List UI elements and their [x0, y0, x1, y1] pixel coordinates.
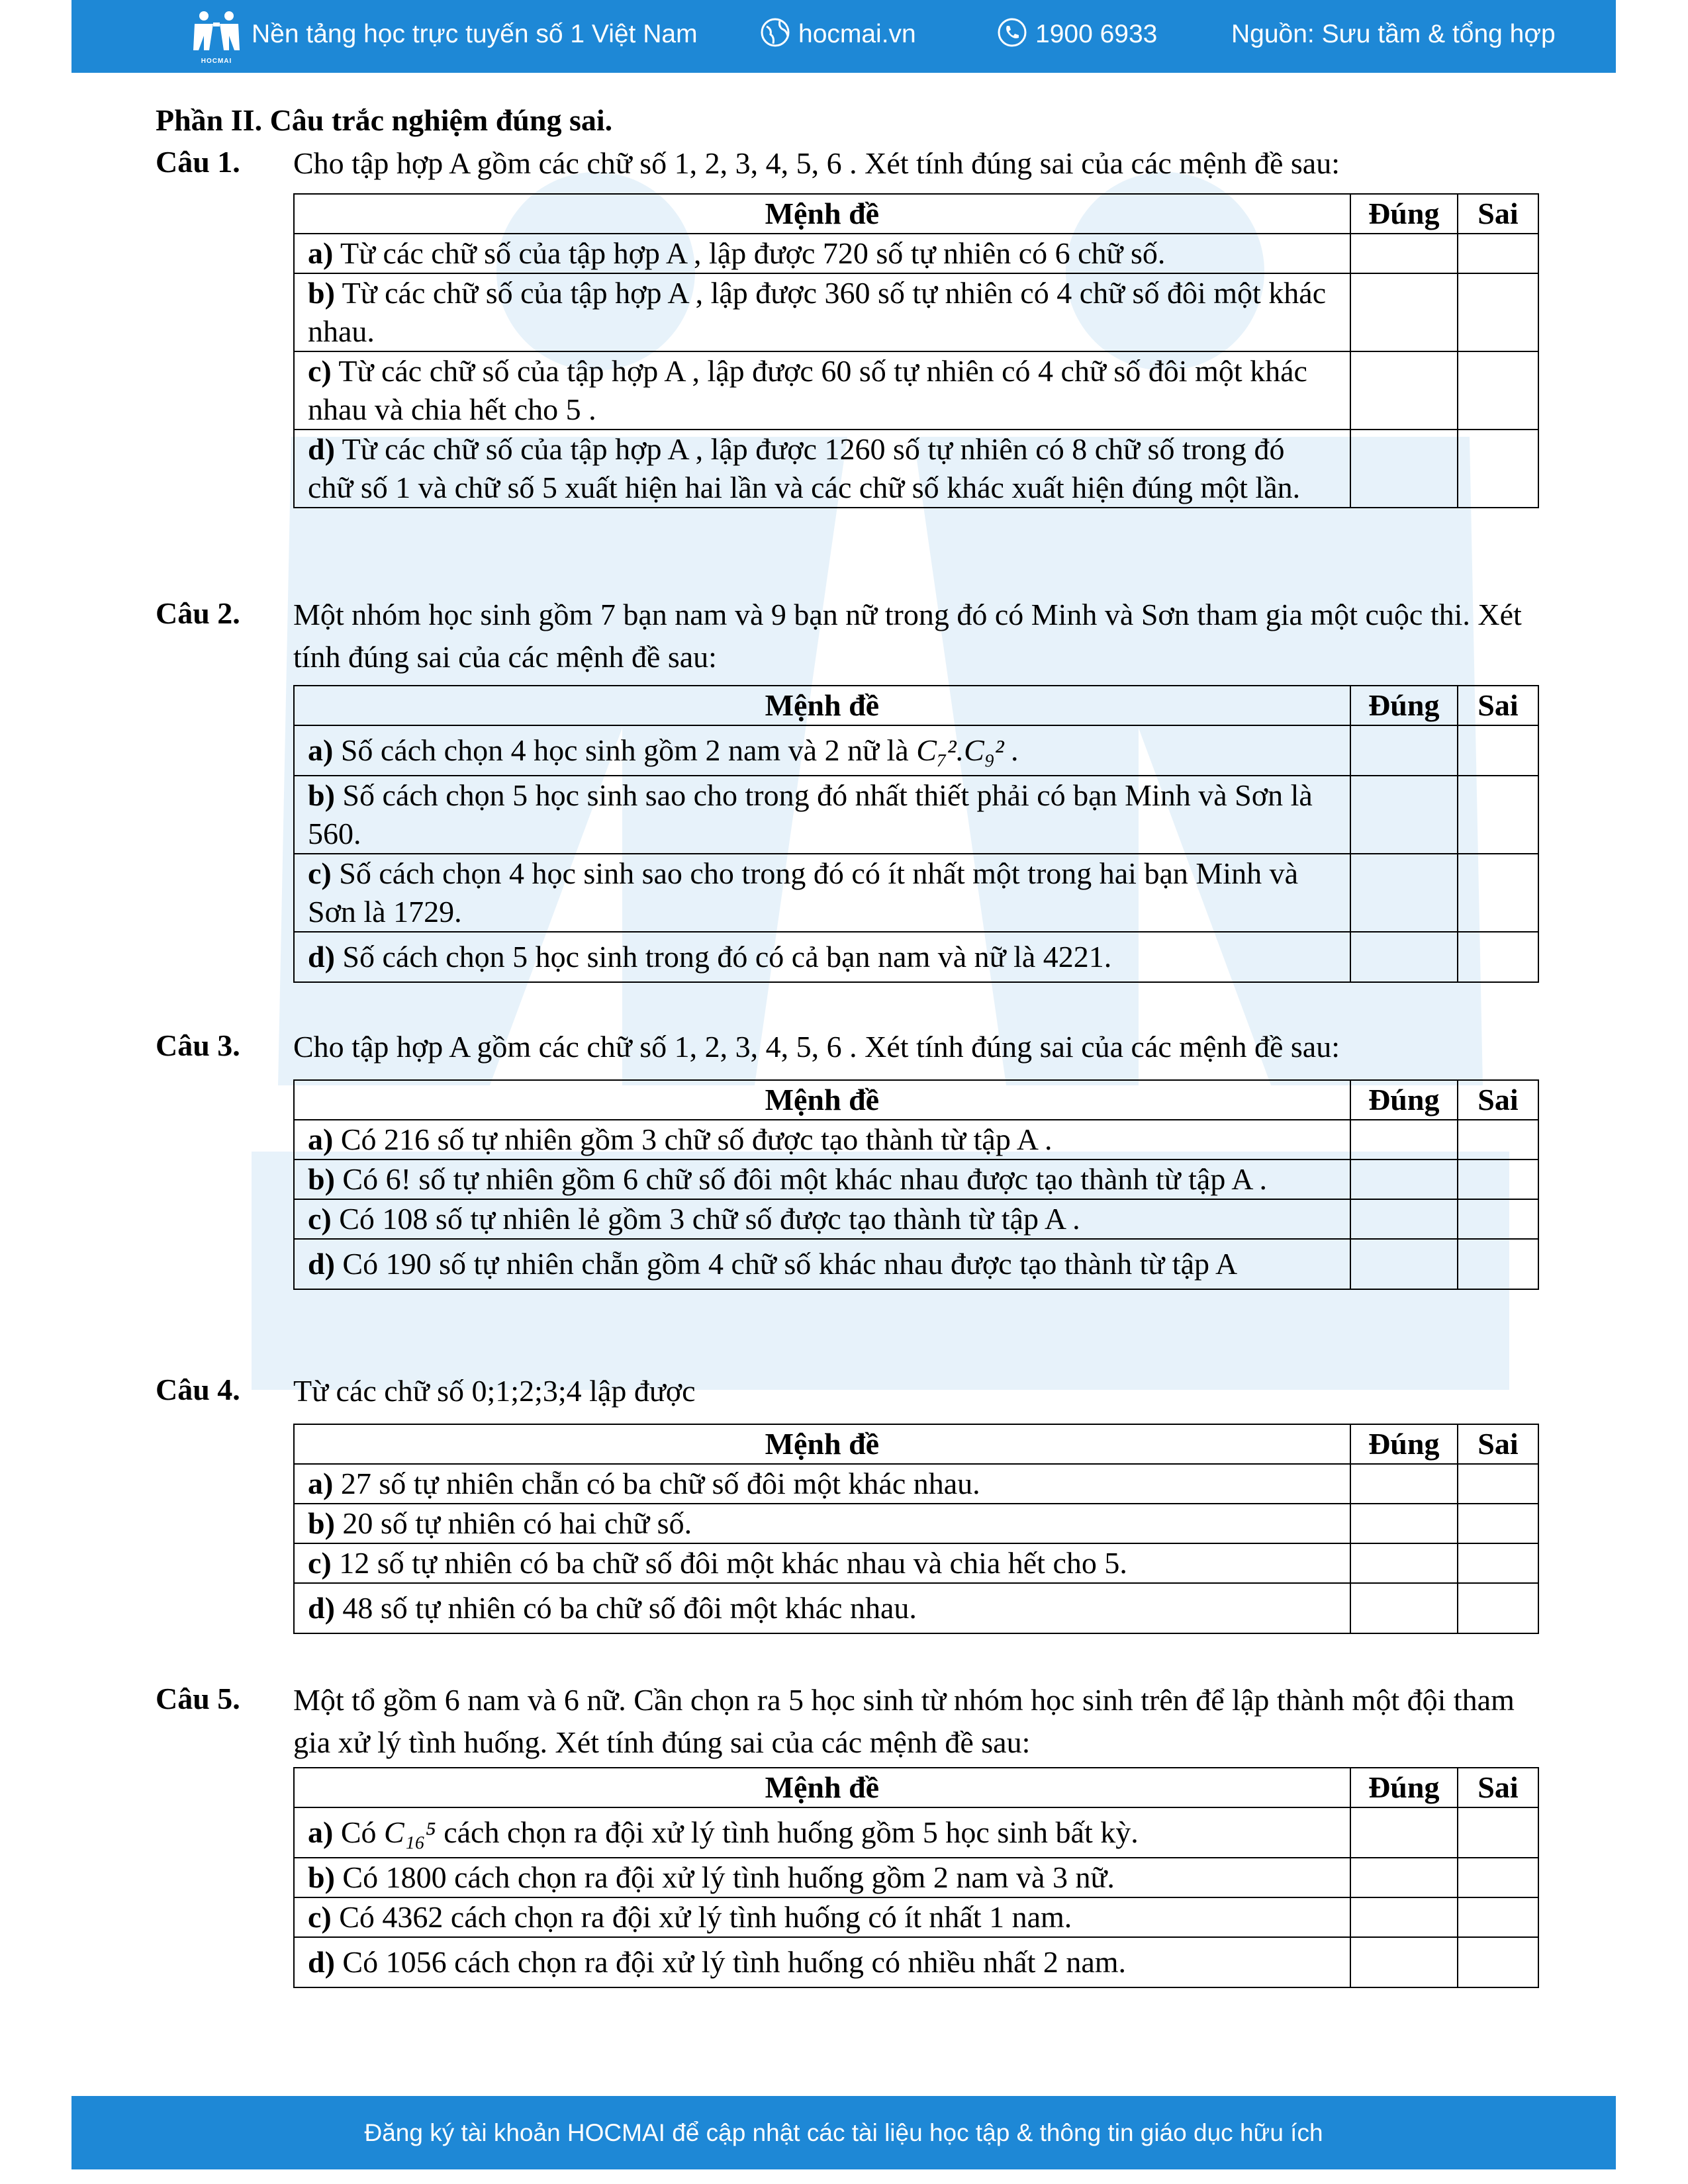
- question-2-table: [293, 685, 1539, 983]
- false-cell[interactable]: [1458, 1543, 1538, 1583]
- header-phone[interactable]: 1900 6933: [1035, 20, 1158, 48]
- item-text-after: cách chọn ra đội xử lý tình huống gồm 5 học sinh bất kỳ.: [444, 1815, 1139, 1849]
- true-cell[interactable]: [1350, 776, 1458, 854]
- item-letter: b): [308, 1162, 335, 1196]
- question-1-table: [293, 193, 1539, 508]
- false-cell[interactable]: [1458, 1858, 1538, 1897]
- section-title: Phần II. Câu trắc nghiệm đúng sai.: [156, 103, 613, 137]
- item-text: 27 số tự nhiên chẵn có ba chữ số đôi một khác nhau.: [340, 1467, 980, 1500]
- true-cell[interactable]: [1350, 854, 1458, 932]
- col-false-header: Sai: [1458, 1424, 1538, 1464]
- false-cell[interactable]: [1458, 932, 1538, 982]
- item-text: Số cách chọn 4 học sinh sao cho trong đó có ít nhất một trong hai bạn Minh và Sơn là 1729.: [308, 856, 1298, 929]
- table-header-row: [294, 1080, 1538, 1120]
- combination-formula: C₇².C₉² .: [916, 733, 1019, 767]
- item-text: Từ các chữ số của tập hợp A , lập được 360 số tự nhiên có 4 chữ số đôi một khác nhau.: [308, 276, 1327, 348]
- footer-bar[interactable]: [71, 2096, 1616, 2169]
- item-letter: d): [308, 1945, 335, 1979]
- table-row: [294, 1937, 1538, 1987]
- table-row: [294, 776, 1538, 854]
- item-letter: d): [308, 432, 335, 466]
- col-true-header: Đúng: [1350, 1768, 1458, 1807]
- question-5-text: Một tổ gồm 6 nam và 6 nữ. Cần chọn ra 5 học sinh từ nhóm học sinh trên để lập thành một đội tham gia xử lý tình huống. Xét tính đúng sai của các mệnh đề sau:: [293, 1683, 1515, 1759]
- table-row: [294, 1504, 1538, 1543]
- true-cell[interactable]: [1350, 1583, 1458, 1633]
- col-statement-header: Mệnh đề: [294, 1424, 1350, 1464]
- item-letter: a): [308, 1467, 334, 1500]
- item-letter: c): [308, 1546, 332, 1580]
- question-3-label: Câu 3.: [156, 1028, 240, 1062]
- item-letter: a): [308, 1815, 334, 1849]
- header-website[interactable]: hocmai.vn: [798, 20, 916, 48]
- item-letter: a): [308, 1122, 334, 1156]
- combination-formula: C₁₆⁵: [384, 1815, 436, 1849]
- item-letter: d): [308, 1591, 335, 1625]
- question-1-label: Câu 1.: [156, 145, 240, 179]
- item-text: Có 108 số tự nhiên lẻ gồm 3 chữ số được tạo thành từ tập A .: [339, 1202, 1080, 1236]
- header-source: Nguồn: Sưu tầm & tổng hợp: [1231, 20, 1556, 48]
- item-letter: b): [308, 778, 335, 812]
- table-header-row: [294, 1768, 1538, 1807]
- table-header-row: [294, 686, 1538, 725]
- col-false-header: Sai: [1458, 1080, 1538, 1120]
- item-letter: c): [308, 856, 332, 890]
- true-cell[interactable]: [1350, 1199, 1458, 1239]
- item-letter: c): [308, 354, 332, 388]
- col-statement-header: Mệnh đề: [294, 686, 1350, 725]
- true-cell[interactable]: [1350, 430, 1458, 508]
- item-text: Có 1056 cách chọn ra đội xử lý tình huống có nhiều nhất 2 nam.: [342, 1945, 1127, 1979]
- item-text: Có 1800 cách chọn ra đội xử lý tình huống gồm 2 nam và 3 nữ.: [342, 1860, 1115, 1894]
- item-text: Số cách chọn 5 học sinh trong đó có cả bạn nam và nữ là 4221.: [342, 940, 1112, 974]
- true-cell[interactable]: [1350, 351, 1458, 430]
- table-row: [294, 430, 1538, 508]
- table-header-row: [294, 194, 1538, 234]
- true-cell[interactable]: [1350, 1160, 1458, 1199]
- col-false-header: Sai: [1458, 1768, 1538, 1807]
- false-cell[interactable]: [1458, 1937, 1538, 1987]
- item-text: Có 6! số tự nhiên gồm 6 chữ số đôi một khác nhau được tạo thành từ tập A .: [342, 1162, 1267, 1196]
- table-row: [294, 725, 1538, 776]
- true-cell[interactable]: [1350, 1937, 1458, 1987]
- false-cell[interactable]: [1458, 273, 1538, 351]
- table-row: [294, 854, 1538, 932]
- item-text: Số cách chọn 4 học sinh gồm 2 nam và 2 nữ là: [340, 733, 909, 767]
- true-cell[interactable]: [1350, 1807, 1458, 1858]
- item-letter: a): [308, 733, 334, 767]
- table-row: [294, 1543, 1538, 1583]
- false-cell[interactable]: [1458, 1504, 1538, 1543]
- table-row: [294, 1858, 1538, 1897]
- col-statement-header: Mệnh đề: [294, 194, 1350, 234]
- item-text: Số cách chọn 5 học sinh sao cho trong đó nhất thiết phải có bạn Minh và Sơn là 560.: [308, 778, 1313, 850]
- false-cell[interactable]: [1458, 725, 1538, 776]
- table-row: [294, 1199, 1538, 1239]
- item-letter: b): [308, 1860, 335, 1894]
- true-cell[interactable]: [1350, 1239, 1458, 1289]
- false-cell[interactable]: [1458, 1199, 1538, 1239]
- question-3-table: [293, 1079, 1539, 1290]
- false-cell[interactable]: [1458, 1464, 1538, 1504]
- question-1-text: Cho tập hợp A gồm các chữ số 1, 2, 3, 4, 5, 6 . Xét tính đúng sai của các mệnh đề sau:: [293, 146, 1340, 180]
- true-cell[interactable]: [1350, 273, 1458, 351]
- question-4-table: [293, 1424, 1539, 1634]
- item-letter: b): [308, 276, 335, 310]
- false-cell[interactable]: [1458, 1160, 1538, 1199]
- true-cell[interactable]: [1350, 1504, 1458, 1543]
- col-false-header: Sai: [1458, 686, 1538, 725]
- table-row: [294, 1120, 1538, 1160]
- item-text: Có 216 số tự nhiên gồm 3 chữ số được tạo thành từ tập A .: [340, 1122, 1053, 1156]
- table-row: [294, 1807, 1538, 1858]
- false-cell[interactable]: [1458, 1897, 1538, 1937]
- false-cell[interactable]: [1458, 1807, 1538, 1858]
- question-3-text: Cho tập hợp A gồm các chữ số 1, 2, 3, 4, 5, 6 . Xét tính đúng sai của các mệnh đề sau:: [293, 1030, 1340, 1064]
- item-letter: c): [308, 1202, 332, 1236]
- table-row: [294, 1160, 1538, 1199]
- item-text: 12 số tự nhiên có ba chữ số đôi một khác nhau và chia hết cho 5.: [339, 1546, 1127, 1580]
- item-text: Từ các chữ số của tập hợp A , lập được 1260 số tự nhiên có 8 chữ số trong đó chữ số 1 và chữ số 5 xuất hiện hai lần và các chữ số khác xuất hiện đúng một lần.: [308, 432, 1301, 504]
- item-letter: d): [308, 940, 335, 974]
- item-text: 20 số tự nhiên có hai chữ số.: [342, 1506, 692, 1540]
- table-header-row: [294, 1424, 1538, 1464]
- item-letter: c): [308, 1900, 332, 1934]
- item-letter: d): [308, 1247, 335, 1281]
- false-cell[interactable]: [1458, 1120, 1538, 1160]
- question-2-label: Câu 2.: [156, 596, 240, 630]
- false-cell[interactable]: [1458, 854, 1538, 932]
- col-true-header: Đúng: [1350, 194, 1458, 234]
- table-row: [294, 273, 1538, 351]
- table-row: [294, 351, 1538, 430]
- table-row: [294, 1583, 1538, 1633]
- table-row: [294, 1239, 1538, 1289]
- question-5-label: Câu 5.: [156, 1682, 240, 1715]
- item-text: 48 số tự nhiên có ba chữ số đôi một khác nhau.: [342, 1591, 917, 1625]
- false-cell[interactable]: [1458, 1583, 1538, 1633]
- true-cell[interactable]: [1350, 1858, 1458, 1897]
- true-cell[interactable]: [1350, 1897, 1458, 1937]
- true-cell[interactable]: [1350, 234, 1458, 273]
- col-statement-header: Mệnh đề: [294, 1080, 1350, 1120]
- false-cell[interactable]: [1458, 234, 1538, 273]
- logo-text: HOCMAI: [201, 58, 232, 65]
- false-cell[interactable]: [1458, 351, 1538, 430]
- true-cell[interactable]: [1350, 1120, 1458, 1160]
- item-text: Có 190 số tự nhiên chẵn gồm 4 chữ số khác nhau được tạo thành từ tập A: [342, 1247, 1238, 1281]
- true-cell[interactable]: [1350, 725, 1458, 776]
- true-cell[interactable]: [1350, 1464, 1458, 1504]
- false-cell[interactable]: [1458, 776, 1538, 854]
- col-true-header: Đúng: [1350, 1424, 1458, 1464]
- col-false-header: Sai: [1458, 194, 1538, 234]
- item-text: Từ các chữ số của tập hợp A , lập được 720 số tự nhiên có 6 chữ số.: [340, 236, 1166, 270]
- item-letter: a): [308, 236, 334, 270]
- true-cell[interactable]: [1350, 1543, 1458, 1583]
- col-statement-header: Mệnh đề: [294, 1768, 1350, 1807]
- col-true-header: Đúng: [1350, 686, 1458, 725]
- question-4-label: Câu 4.: [156, 1373, 240, 1406]
- false-cell[interactable]: [1458, 430, 1538, 508]
- item-text: Có 4362 cách chọn ra đội xử lý tình huống có ít nhất 1 nam.: [339, 1900, 1072, 1934]
- table-row: [294, 234, 1538, 273]
- question-2-text: Một nhóm học sinh gồm 7 bạn nam và 9 bạn nữ trong đó có Minh và Sơn tham gia một cuộc thi. Xét tính đúng sai của các mệnh đề sau:: [293, 598, 1522, 674]
- col-true-header: Đúng: [1350, 1080, 1458, 1120]
- item-text: Có: [340, 1815, 377, 1849]
- item-letter: b): [308, 1506, 335, 1540]
- item-text: Từ các chữ số của tập hợp A , lập được 60 số tự nhiên có 4 chữ số đôi một khác nhau và chia hết cho 5 .: [308, 354, 1307, 426]
- table-row: [294, 932, 1538, 982]
- header-tagline: Nền tảng học trực tuyến số 1 Việt Nam: [252, 20, 698, 48]
- false-cell[interactable]: [1458, 1239, 1538, 1289]
- true-cell[interactable]: [1350, 932, 1458, 982]
- question-5-table: [293, 1767, 1539, 1988]
- footer-text: Đăng ký tài khoản HOCMAI để cập nhật các tài liệu học tập & thông tin giáo dục hữu ích: [364, 2119, 1323, 2146]
- question-4-text: Từ các chữ số 0;1;2;3;4 lập được: [293, 1374, 696, 1408]
- table-row: [294, 1897, 1538, 1937]
- table-row: [294, 1464, 1538, 1504]
